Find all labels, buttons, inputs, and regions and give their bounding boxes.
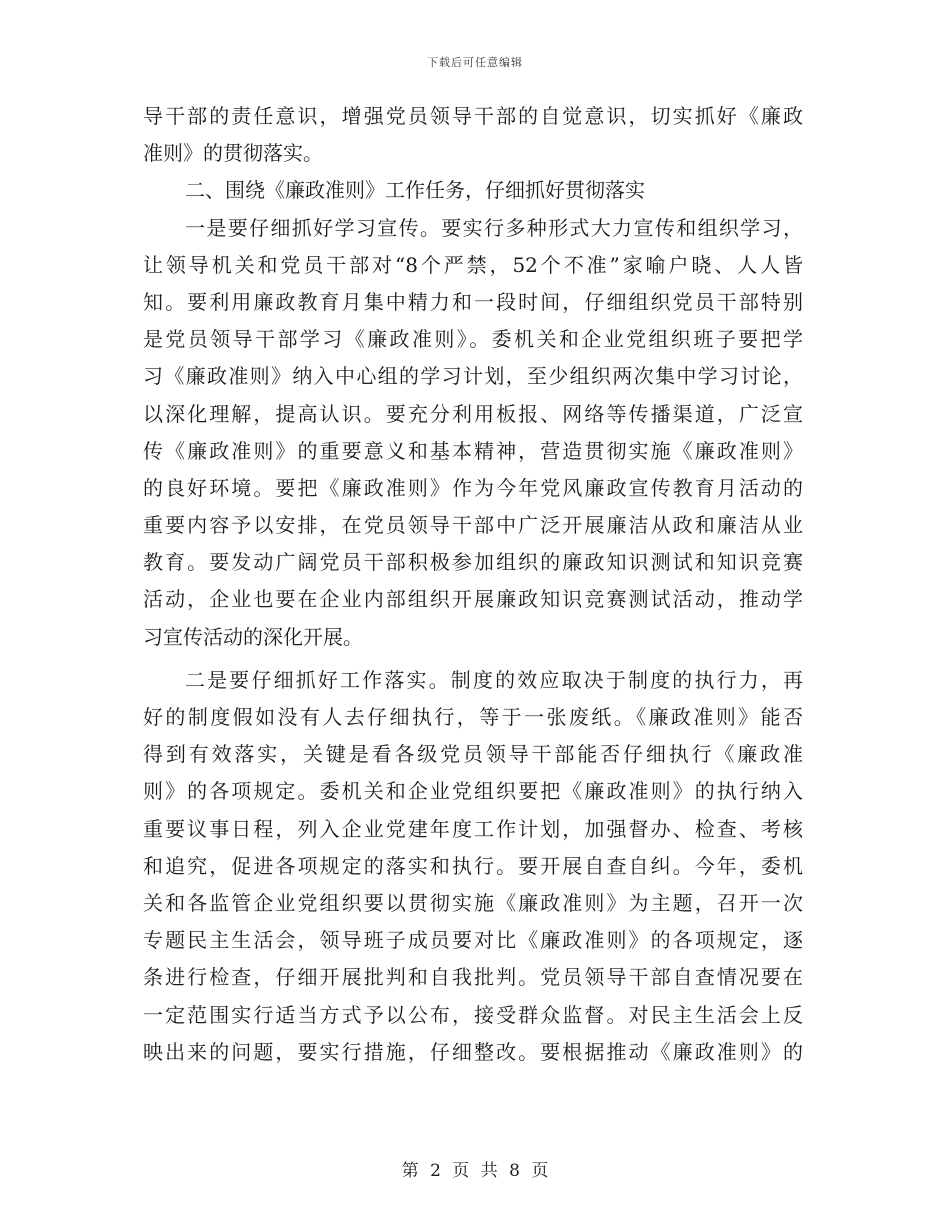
body-line: 让领导机关和党员干部对“8个严禁，52个不准”家喻户晓、人人皆 <box>143 252 803 277</box>
body-line: 条进行检查，仔细开展批判和自我批判。党员领导干部自查情况要在 <box>143 965 803 990</box>
body-line: 一定范围实行适当方式予以公布，接受群众监督。对民主生活会上反 <box>143 1002 803 1027</box>
body-line: 是党员领导干部学习《廉政准则》。委机关和企业党组织班子要把学 <box>143 327 803 352</box>
body-line: 以深化理解，提高认识。要充分利用板报、网络等传播渠道，广泛宣 <box>143 401 803 426</box>
body-line: 重要议事日程，列入企业党建年度工作计划，加强督办、检查、考核 <box>143 816 803 841</box>
page-header: 下载后可任意编辑 <box>427 56 523 69</box>
body-line: 导干部的责任意识，增强党员领导干部的自觉意识，切实抓好《廉政 <box>143 104 803 128</box>
body-line: 传《廉政准则》的重要意义和基本精神，营造贯彻实施《廉政准则》 <box>143 438 803 463</box>
body-line: 教育。要发动广阔党员干部积极参加组织的廉政知识测试和知识竞赛 <box>143 550 803 575</box>
body-line: 则》的各项规定。委机关和企业党组织要把《廉政准则》的执行纳入 <box>143 779 803 804</box>
body-line: 习宣传活动的深化开展。 <box>143 624 363 649</box>
body-line: 重要内容予以安排，在党员领导干部中广泛开展廉洁从政和廉洁从业 <box>143 513 803 538</box>
body-line: 和追究，促进各项规定的落实和执行。要开展自查自纠。今年，委机 <box>143 853 803 878</box>
body-line: 专题民主生活会，领导班子成员要对比《廉政准则》的各项规定，逐 <box>143 928 803 953</box>
body-line: 的良好环境。要把《廉政准则》作为今年党风廉政宣传教育月活动的 <box>143 475 803 500</box>
body-line: 关和各监管企业党组织要以贯彻实施《廉政准则》为主题，召开一次 <box>143 890 803 915</box>
document-body <box>143 98 803 1071</box>
paragraph-first-line: 二是要仔细抓好工作落实。制度的效应取决于制度的执行力，再 <box>185 667 803 692</box>
paragraph-first-line: 一是要仔细抓好学习宣传。要实行多种形式大力宣传和组织学习， <box>185 215 803 240</box>
body-line: 习《廉政准则》纳入中心组的学习计划，至少组织两次集中学习讨论， <box>143 364 803 389</box>
body-line: 知。要利用廉政教育月集中精力和一段时间，仔细组织党员干部特别 <box>143 289 803 314</box>
section-heading: 二、围绕《廉政准则》工作任务，仔细抓好贯彻落实 <box>185 178 645 203</box>
body-line: 准则》的贯彻落实。 <box>143 141 323 166</box>
body-line: 映出来的问题，要实行措施，仔细整改。要根据推动《廉政准则》的 <box>143 1039 803 1064</box>
body-line: 活动，企业也要在企业内部组织开展廉政知识竞赛测试活动，推动学 <box>143 587 803 612</box>
body-line: 得到有效落实，关键是看各级党员领导干部能否仔细执行《廉政准 <box>143 742 803 767</box>
body-line: 好的制度假如没有人去仔细执行，等于一张废纸。《廉政准则》能否 <box>143 705 803 729</box>
page-number: 第 2 页 共 8 页 <box>401 1161 549 1181</box>
